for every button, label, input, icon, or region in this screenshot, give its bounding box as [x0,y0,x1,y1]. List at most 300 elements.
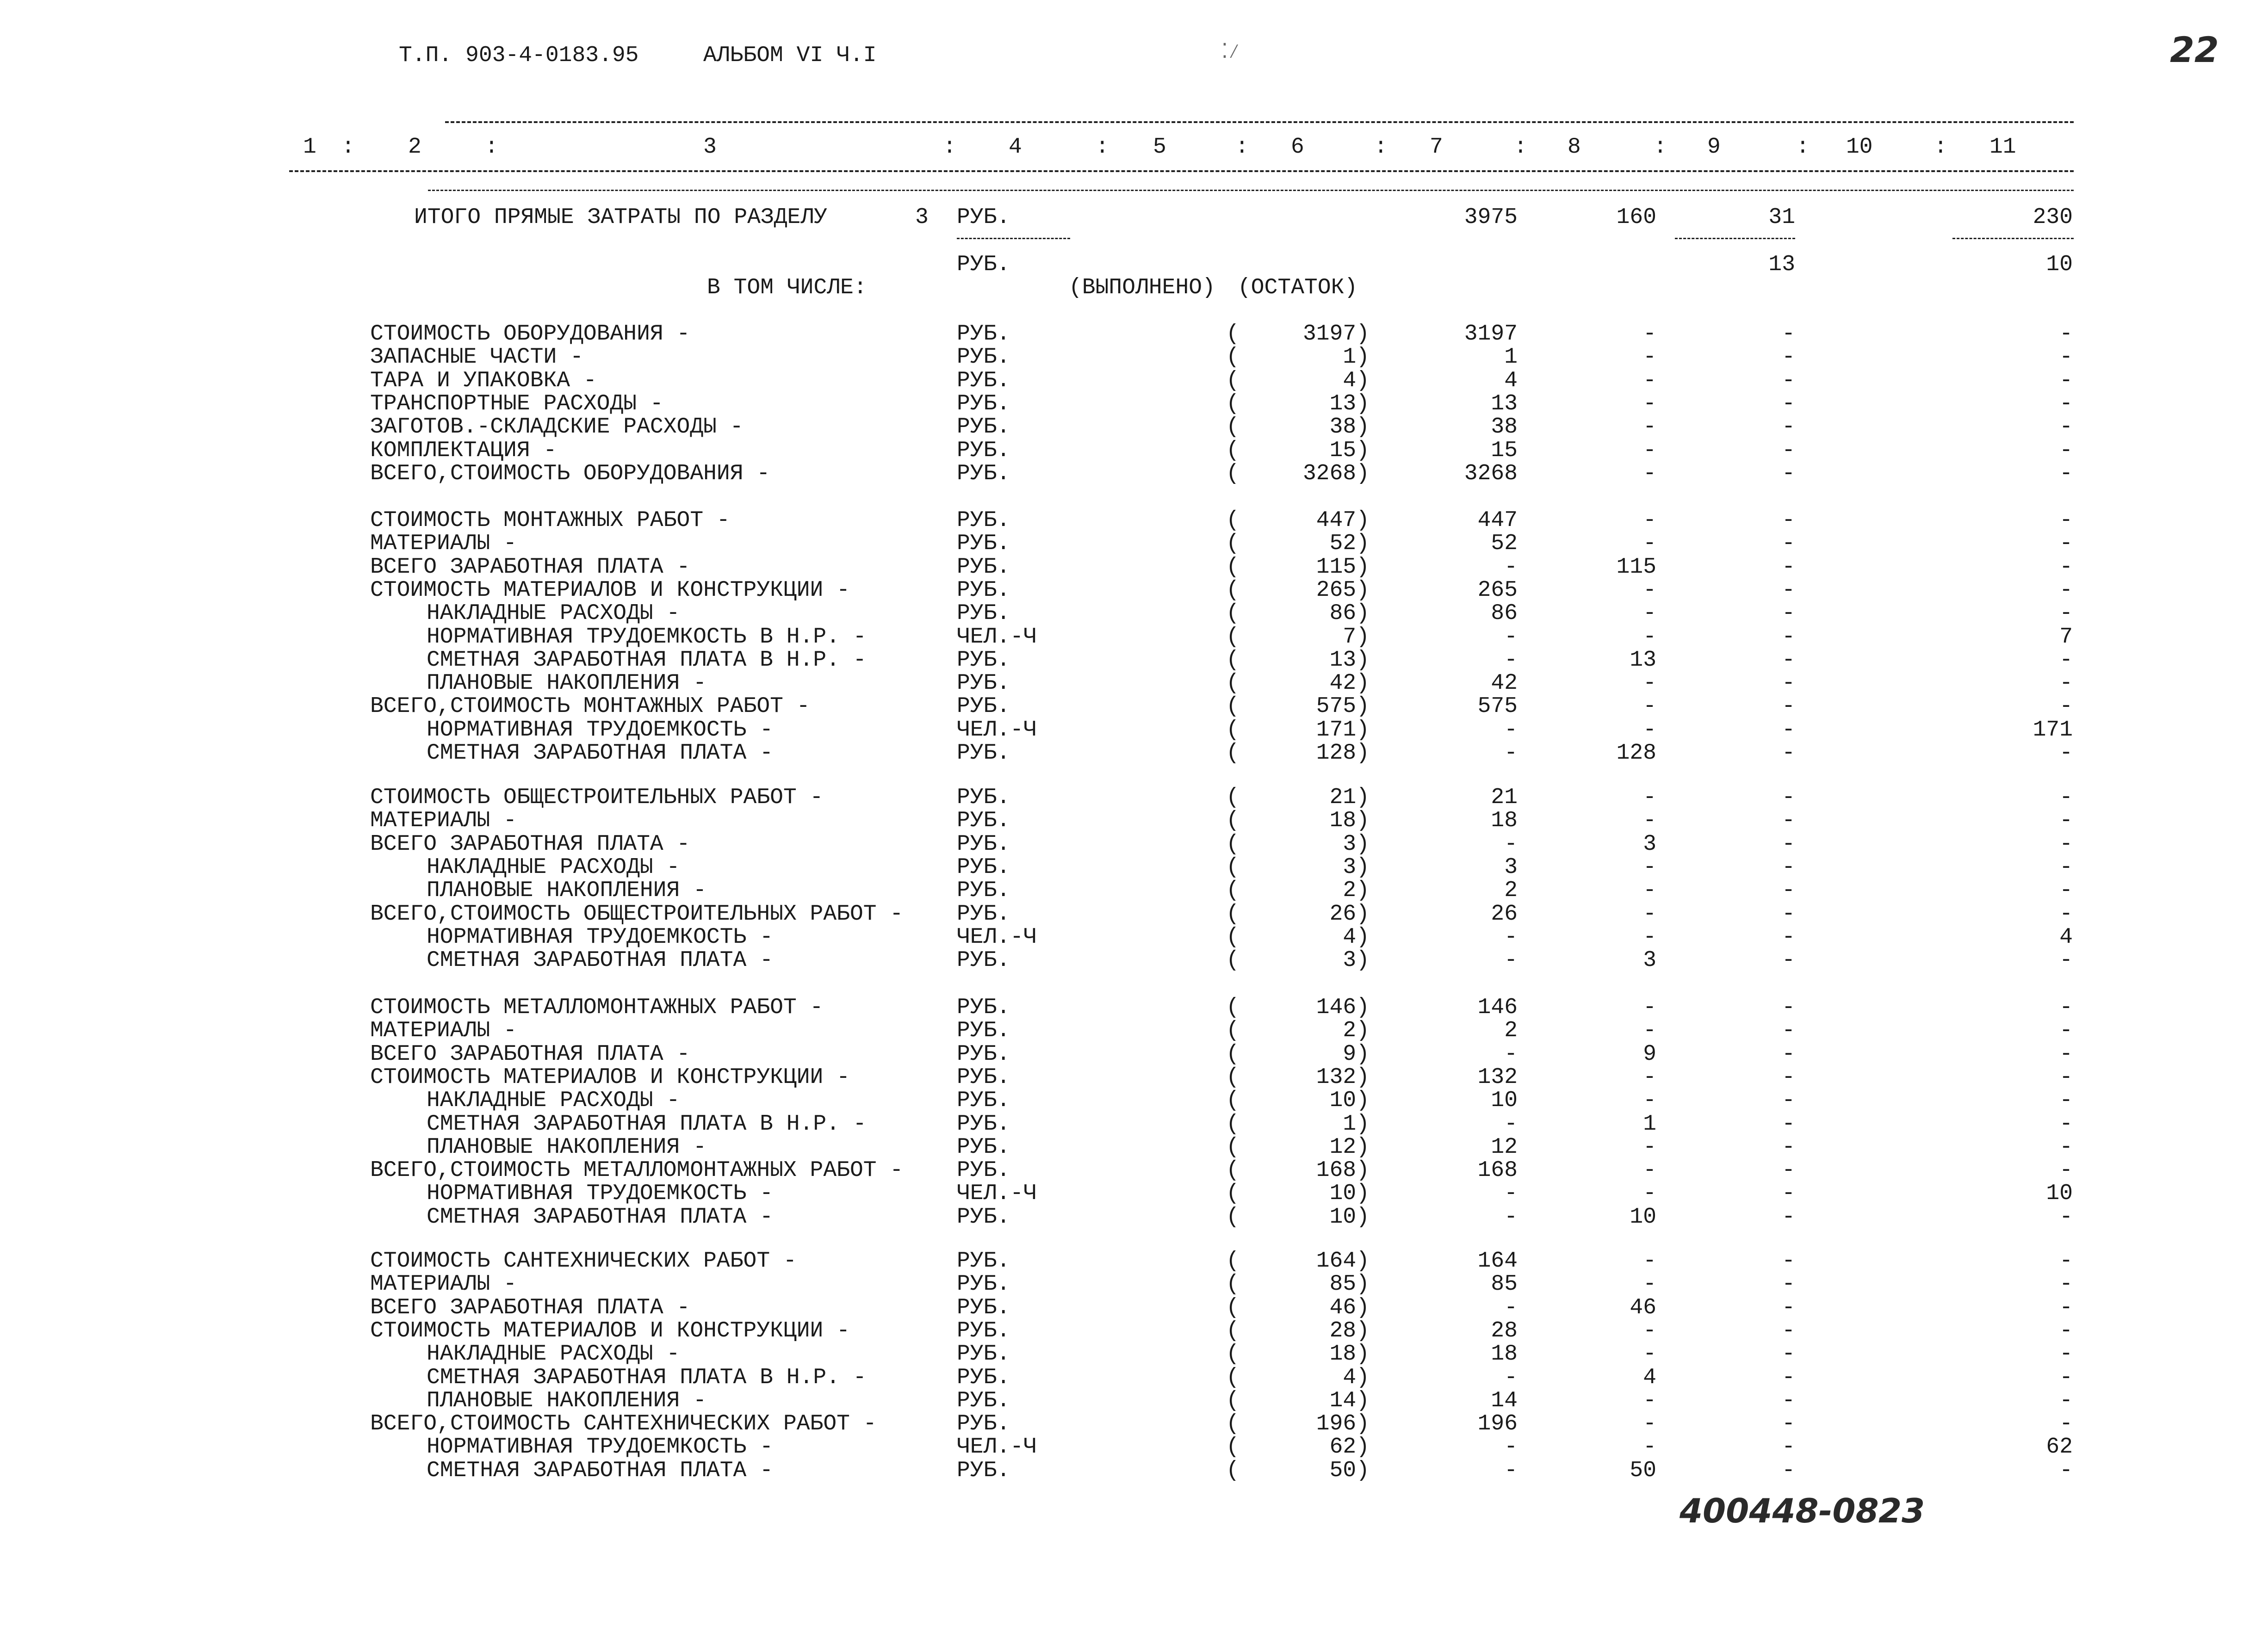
row-col9: - [1782,1018,1795,1043]
row-label: ЗАГОТОВ.-СКЛАДСКИЕ РАСХОДЫ - [370,414,744,439]
row-col11: - [2059,508,2073,533]
row-col7: - [1504,1365,1518,1390]
column-separator: : [485,135,498,160]
row-col9: - [1782,1458,1795,1483]
row-label: СМЕТНАЯ ЗАРАБОТНАЯ ПЛАТА - [427,1458,773,1483]
row-col7: 447 [1477,508,1518,533]
row-done-value: 128) [1316,741,1369,766]
row-col7: - [1504,648,1518,673]
row-col7: - [1504,625,1518,649]
row-col11: - [2059,555,2073,580]
album-label: АЛЬБОМ VI Ч.I [703,43,877,68]
row-open-paren: ( [1226,1249,1239,1274]
row-label: ВСЕГО,СТОИМОСТЬ МЕТАЛЛОМОНТАЖНЫХ РАБОТ - [370,1158,904,1183]
summary-underline-col11 [1952,238,2074,239]
row-col9: - [1782,902,1795,927]
row-done-value: 9) [1343,1042,1369,1067]
row-label: СМЕТНАЯ ЗАРАБОТНАЯ ПЛАТА В Н.Р. - [427,1365,867,1390]
row-unit: РУБ. [957,1042,1010,1067]
row-done-value: 265) [1316,578,1369,603]
row-label: СТОИМОСТЬ МЕТАЛЛОМОНТАЖНЫХ РАБОТ - [370,995,824,1020]
row-done-value: 18) [1329,1342,1369,1367]
row-open-paren: ( [1226,1158,1239,1183]
row-label: КОМПЛЕКТАЦИЯ - [370,438,557,463]
row-col8: - [1643,322,1656,346]
column-separator: : [1934,135,1947,160]
row-done-value: 13) [1329,648,1369,673]
row-unit: РУБ. [957,461,1010,486]
row-col7: 196 [1477,1411,1518,1436]
row-col11: - [2059,578,2073,603]
row-col7: 2 [1504,1018,1518,1043]
row-unit: РУБ. [957,878,1010,903]
row-label: СМЕТНАЯ ЗАРАБОТНАЯ ПЛАТА - [427,948,773,973]
row-done-value: 3268) [1302,461,1369,486]
row-label: СТОИМОСТЬ ОБОРУДОВАНИЯ - [370,322,690,346]
row-col7: 18 [1491,808,1518,833]
summary-col7: 3975 [1464,205,1518,230]
row-unit: РУБ. [957,345,1010,370]
row-col8: - [1643,1181,1656,1206]
row-open-paren: ( [1226,414,1239,439]
row-col7: - [1504,1295,1518,1320]
row-label: ТРАНСПОРТНЫЕ РАСХОДЫ - [370,391,663,416]
row-col8: - [1643,531,1656,556]
row-open-paren: ( [1226,995,1239,1020]
row-col9: - [1782,508,1795,533]
row-col11: - [2059,808,2073,833]
row-col9: - [1782,322,1795,346]
row-done-value: 575) [1316,694,1369,719]
row-label: ВСЕГО,СТОИМОСТЬ САНТЕХНИЧЕСКИХ РАБОТ - [370,1411,877,1436]
row-col11: - [2059,878,2073,903]
row-done-value: 62) [1329,1435,1369,1460]
row-col9: - [1782,1042,1795,1067]
row-unit: РУБ. [957,508,1010,533]
row-label: ТАРА И УПАКОВКА - [370,368,597,393]
row-col9: - [1782,1411,1795,1436]
row-open-paren: ( [1226,832,1239,857]
row-label: НОРМАТИВНАЯ ТРУДОЕМКОСТЬ - [427,925,773,950]
row-done-value: 132) [1316,1065,1369,1090]
row-col9: - [1782,925,1795,950]
row-col11: - [2059,741,2073,766]
row-open-paren: ( [1226,578,1239,603]
row-col7: 38 [1491,414,1518,439]
row-col7: - [1504,832,1518,857]
row-unit: РУБ. [957,391,1010,416]
row-open-paren: ( [1226,1181,1239,1206]
row-col8: - [1643,1435,1656,1460]
row-col9: - [1782,625,1795,649]
row-col8: - [1643,1158,1656,1183]
row-label: СТОИМОСТЬ МАТЕРИАЛОВ И КОНСТРУКЦИИ - [370,578,850,603]
row-col11: - [2059,1388,2073,1413]
row-col11: - [2059,1088,2073,1113]
row-col8: - [1643,601,1656,626]
row-col9: - [1782,1181,1795,1206]
row-unit: РУБ. [957,995,1010,1020]
row-col9: - [1782,785,1795,810]
row-col7: 3268 [1464,461,1518,486]
row-unit: РУБ. [957,648,1010,673]
row-label: МАТЕРИАЛЫ - [370,1018,517,1043]
row-col7: 10 [1491,1088,1518,1113]
row-done-value: 115) [1316,555,1369,580]
row-col9: - [1782,414,1795,439]
summary-underline-col9 [1675,238,1795,239]
row-col11: - [2059,391,2073,416]
row-unit: РУБ. [957,948,1010,973]
row-col7: - [1504,1458,1518,1483]
row-done-value: 38) [1329,414,1369,439]
row-col11: - [2059,855,2073,880]
row-col8: 10 [1630,1205,1656,1230]
done-label: (ВЫПОЛНЕНО) [1069,275,1215,300]
row-label: МАТЕРИАЛЫ - [370,808,517,833]
row-label: СТОИМОСТЬ МАТЕРИАЛОВ И КОНСТРУКЦИИ - [370,1065,850,1090]
summary-unit: РУБ. [957,205,1010,230]
row-done-value: 52) [1329,531,1369,556]
row-col11: - [2059,531,2073,556]
scan-mark: ⁚⁄ [1221,41,1240,64]
row-label: СМЕТНАЯ ЗАРАБОТНАЯ ПЛАТА В Н.Р. - [427,648,867,673]
row-col8: - [1643,694,1656,719]
row-label: ВСЕГО ЗАРАБОТНАЯ ПЛАТА - [370,832,690,857]
row-done-value: 3197) [1302,322,1369,346]
row-unit: РУБ. [957,1249,1010,1274]
column-number: 4 [1009,135,1022,160]
header-top-rule [445,121,2074,123]
row-col7: 3 [1504,855,1518,880]
row-col7: - [1504,1112,1518,1137]
row-col7: 42 [1491,671,1518,696]
row-col9: - [1782,948,1795,973]
row-col9: - [1782,391,1795,416]
row-col7: 26 [1491,902,1518,927]
row-col11: - [2059,1065,2073,1090]
row-col9: - [1782,1158,1795,1183]
rest-label: (ОСТАТОК) [1238,275,1358,300]
row-col7: 85 [1491,1272,1518,1297]
summary-col8: 160 [1616,205,1656,230]
row-unit: РУБ. [957,1411,1010,1436]
row-open-paren: ( [1226,1318,1239,1343]
row-col11: - [2059,1272,2073,1297]
row-col8: - [1643,1318,1656,1343]
row-col7: 575 [1477,694,1518,719]
row-col9: - [1782,1088,1795,1113]
row-unit: РУБ. [957,1018,1010,1043]
row-col8: - [1643,925,1656,950]
row-col7: - [1504,717,1518,742]
row-open-paren: ( [1226,625,1239,649]
row-done-value: 4) [1343,1365,1369,1390]
row-open-paren: ( [1226,671,1239,696]
row-col8: 115 [1616,555,1656,580]
row-done-value: 14) [1329,1388,1369,1413]
row-col9: - [1782,1435,1795,1460]
row-open-paren: ( [1226,1205,1239,1230]
row-open-paren: ( [1226,555,1239,580]
row-col8: - [1643,414,1656,439]
row-col7: - [1504,1435,1518,1460]
row-col8: - [1643,578,1656,603]
row-unit: ЧЕЛ.-Ч [957,1435,1037,1460]
row-col11: - [2059,671,2073,696]
row-col11: - [2059,1018,2073,1043]
row-open-paren: ( [1226,508,1239,533]
row-done-value: 10) [1329,1181,1369,1206]
row-col11: - [2059,694,2073,719]
row-unit: РУБ. [957,578,1010,603]
row-unit: РУБ. [957,1458,1010,1483]
row-open-paren: ( [1226,1018,1239,1043]
column-separator: : [1096,135,1109,160]
row-done-value: 3) [1343,948,1369,973]
column-separator: : [1374,135,1388,160]
doc-reference: Т.П. 903-4-0183.95 [399,43,639,68]
row-col8: 1 [1643,1112,1656,1137]
row-col9: - [1782,461,1795,486]
row-done-value: 2) [1343,1018,1369,1043]
column-separator: : [1514,135,1527,160]
row-col9: - [1782,808,1795,833]
row-col7: 146 [1477,995,1518,1020]
row-col7: 15 [1491,438,1518,463]
row-col8: - [1643,345,1656,370]
header-bottom-rule [289,170,2074,172]
row-open-paren: ( [1226,741,1239,766]
row-done-value: 26) [1329,902,1369,927]
row-col8: - [1643,671,1656,696]
column-number: 5 [1153,135,1166,160]
column-separator: : [1796,135,1809,160]
row-col7: 14 [1491,1388,1518,1413]
row-col11: - [2059,1158,2073,1183]
row-col9: - [1782,1272,1795,1297]
row-col11: - [2059,1112,2073,1137]
row-label: ПЛАНОВЫЕ НАКОПЛЕНИЯ - [427,878,706,903]
row-col11: - [2059,1458,2073,1483]
row-col8: 13 [1630,648,1656,673]
column-number: 10 [1846,135,1873,160]
row-done-value: 10) [1329,1088,1369,1113]
row-col7: 86 [1491,601,1518,626]
row-col7: 132 [1477,1065,1518,1090]
summary-col11: 230 [2033,205,2073,230]
row-col7: 4 [1504,368,1518,393]
row-col9: - [1782,555,1795,580]
column-separator: : [1235,135,1249,160]
row-unit: РУБ. [957,1342,1010,1367]
row-col7: - [1504,948,1518,973]
row-col9: - [1782,1065,1795,1090]
row-unit: РУБ. [957,1112,1010,1137]
row-label: СТОИМОСТЬ САНТЕХНИЧЕСКИХ РАБОТ - [370,1249,797,1274]
row-open-paren: ( [1226,1388,1239,1413]
row-col11: 7 [2059,625,2073,649]
row-col8: - [1643,878,1656,903]
header-double-rule [428,190,2074,191]
summary-col9: 31 [1768,205,1795,230]
row-col9: - [1782,578,1795,603]
row-unit: ЧЕЛ.-Ч [957,925,1037,950]
row-col8: - [1643,391,1656,416]
row-done-value: 1) [1343,1112,1369,1137]
row-done-value: 1) [1343,345,1369,370]
row-col8: - [1643,368,1656,393]
row-col11: - [2059,1135,2073,1160]
handwritten-stamp-number: 400448-08 [1679,1491,1879,1530]
row-col7: 1 [1504,345,1518,370]
row-done-value: 10) [1329,1205,1369,1230]
row-unit: ЧЕЛ.-Ч [957,1181,1037,1206]
row-done-value: 50) [1329,1458,1369,1483]
row-open-paren: ( [1226,1365,1239,1390]
row-open-paren: ( [1226,1435,1239,1460]
row-col11: - [2059,1411,2073,1436]
row-open-paren: ( [1226,808,1239,833]
column-number: 3 [703,135,717,160]
row-open-paren: ( [1226,1272,1239,1297]
column-number: 6 [1291,135,1304,160]
row-open-paren: ( [1226,855,1239,880]
row-unit: РУБ. [957,438,1010,463]
summary-sub-col11: 10 [2046,252,2073,277]
row-open-paren: ( [1226,1135,1239,1160]
row-col7: - [1504,1042,1518,1067]
row-col9: - [1782,1205,1795,1230]
row-done-value: 21) [1329,785,1369,810]
row-unit: РУБ. [957,1365,1010,1390]
row-done-value: 164) [1316,1249,1369,1274]
row-col8: - [1643,855,1656,880]
row-col11: - [2059,1342,2073,1367]
row-done-value: 447) [1316,508,1369,533]
column-number: 2 [408,135,421,160]
row-unit: РУБ. [957,531,1010,556]
row-col9: - [1782,531,1795,556]
row-col9: - [1782,1135,1795,1160]
row-col8: 4 [1643,1365,1656,1390]
column-separator: : [943,135,956,160]
column-separator: : [1654,135,1667,160]
row-col11: - [2059,368,2073,393]
row-label: НАКЛАДНЫЕ РАСХОДЫ - [427,1088,680,1113]
row-unit: РУБ. [957,555,1010,580]
row-col8: 9 [1643,1042,1656,1067]
row-open-paren: ( [1226,925,1239,950]
row-open-paren: ( [1226,601,1239,626]
row-unit: ЧЕЛ.-Ч [957,625,1037,649]
row-label: СТОИМОСТЬ МОНТАЖНЫХ РАБОТ - [370,508,730,533]
row-label: ВСЕГО ЗАРАБОТНАЯ ПЛАТА - [370,1042,690,1067]
column-number: 8 [1568,135,1581,160]
row-col9: - [1782,878,1795,903]
row-col11: 10 [2046,1181,2073,1206]
row-col11: - [2059,995,2073,1020]
row-col8: - [1643,1388,1656,1413]
row-col8: - [1643,785,1656,810]
row-col9: - [1782,1318,1795,1343]
row-done-value: 4) [1343,925,1369,950]
row-col8: 128 [1616,741,1656,766]
row-col11: - [2059,1365,2073,1390]
row-col11: - [2059,438,2073,463]
row-col8: - [1643,1135,1656,1160]
row-done-value: 12) [1329,1135,1369,1160]
row-col11: - [2059,322,2073,346]
row-col7: 21 [1491,785,1518,810]
row-col8: - [1643,461,1656,486]
column-number: 9 [1707,135,1721,160]
row-col8: - [1643,1088,1656,1113]
row-col8: - [1643,808,1656,833]
summary-sub-col9: 13 [1768,252,1795,277]
row-col9: - [1782,1295,1795,1320]
row-col11: - [2059,461,2073,486]
row-label: ПЛАНОВЫЕ НАКОПЛЕНИЯ - [427,1388,706,1413]
row-col7: 168 [1477,1158,1518,1183]
row-done-value: 146) [1316,995,1369,1020]
summary-sub-unit: РУБ. [957,252,1010,277]
row-col8: - [1643,1018,1656,1043]
row-col7: 3197 [1464,322,1518,346]
row-done-value: 85) [1329,1272,1369,1297]
row-open-paren: ( [1226,1411,1239,1436]
row-col7: 265 [1477,578,1518,603]
row-col9: - [1782,741,1795,766]
row-label: СТОИМОСТЬ ОБЩЕСТРОИТЕЛЬНЫХ РАБОТ - [370,785,824,810]
row-done-value: 168) [1316,1158,1369,1183]
row-label: ЗАПАСНЫЕ ЧАСТИ - [370,345,583,370]
row-col7: - [1504,555,1518,580]
row-col9: - [1782,832,1795,857]
summary-section: 3 [915,205,929,230]
row-label: ПЛАНОВЫЕ НАКОПЛЕНИЯ - [427,671,706,696]
row-done-value: 171) [1316,717,1369,742]
row-unit: РУБ. [957,785,1010,810]
row-open-paren: ( [1226,717,1239,742]
row-col8: 3 [1643,832,1656,857]
row-col8: - [1643,625,1656,649]
row-label: НАКЛАДНЫЕ РАСХОДЫ - [427,855,680,880]
row-col7: 18 [1491,1342,1518,1367]
row-done-value: 28) [1329,1318,1369,1343]
row-label: НОРМАТИВНАЯ ТРУДОЕМКОСТЬ В Н.Р. - [427,625,867,649]
row-col8: - [1643,1272,1656,1297]
row-col7: 28 [1491,1318,1518,1343]
row-col7: 2 [1504,878,1518,903]
handwritten-page-number: 22 [2170,29,2219,70]
row-col8: - [1643,717,1656,742]
row-done-value: 15) [1329,438,1369,463]
row-open-paren: ( [1226,345,1239,370]
row-label: СТОИМОСТЬ МАТЕРИАЛОВ И КОНСТРУКЦИИ - [370,1318,850,1343]
summary-underline-unit [957,238,1070,239]
row-col7: 13 [1491,391,1518,416]
row-label: НОРМАТИВНАЯ ТРУДОЕМКОСТЬ - [427,1435,773,1460]
row-col9: - [1782,855,1795,880]
row-col9: - [1782,995,1795,1020]
row-label: МАТЕРИАЛЫ - [370,531,517,556]
row-done-value: 196) [1316,1411,1369,1436]
row-col11: - [2059,648,2073,673]
row-unit: РУБ. [957,601,1010,626]
row-col9: - [1782,1388,1795,1413]
row-open-paren: ( [1226,1342,1239,1367]
